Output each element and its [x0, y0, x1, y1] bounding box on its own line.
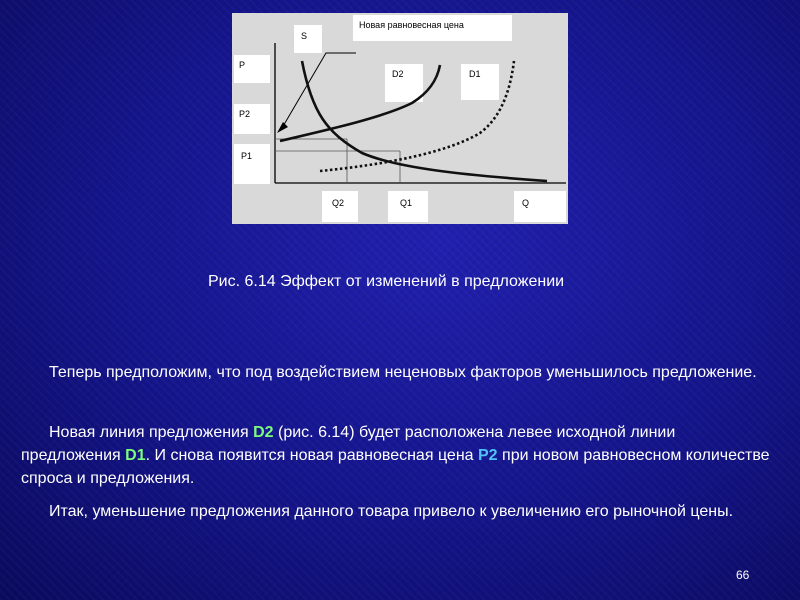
paragraph-2-text-4: при новом равновесном количестве спроса и предложения. — [21, 447, 770, 487]
p2-highlight: P2 — [478, 447, 498, 464]
paragraph-2 — [21, 421, 771, 490]
diagram-svg — [232, 13, 568, 224]
d2-label-box — [385, 64, 423, 102]
q2-label: Q2 — [332, 198, 345, 208]
page-number: 66 — [736, 568, 750, 582]
d1-label: D1 — [469, 69, 481, 79]
p1-label-box — [234, 144, 270, 184]
q-label: Q — [522, 198, 530, 208]
s-label: S — [301, 31, 308, 41]
d2-highlight: D2 — [253, 424, 274, 441]
paragraph-2-text-2: (рис. 6.14) будет расположена левее исходной линии предложения — [21, 424, 676, 464]
d2-label: D2 — [392, 69, 404, 79]
paragraph-2-text-3: . И снова появится новая равновесная цена — [145, 447, 478, 464]
s-label-box — [294, 25, 322, 53]
figure-caption: Рис. 6.14 Эффект от изменений в предложении — [208, 273, 565, 290]
d1-highlight: D1 — [125, 447, 146, 464]
paragraph-1-text: Теперь предположим, что под воздействием неценовых факторов уменьшилось предложение. — [49, 364, 757, 381]
p-label: P — [239, 60, 246, 70]
paragraph-3-text: Итак, уменьшение предложения данного товара привело к увеличению его рыночной цены. — [49, 503, 734, 520]
p2-label: P2 — [239, 109, 251, 119]
q1-label: Q1 — [400, 198, 413, 208]
p1-label: P1 — [241, 151, 253, 161]
new-eq-price-label: Новая равновесная цена — [359, 20, 464, 30]
supply-change-diagram — [232, 13, 568, 224]
paragraph-1 — [21, 361, 771, 384]
paragraph-3 — [21, 500, 771, 523]
paragraph-2-text-1: Новая линия предложения — [49, 424, 254, 441]
